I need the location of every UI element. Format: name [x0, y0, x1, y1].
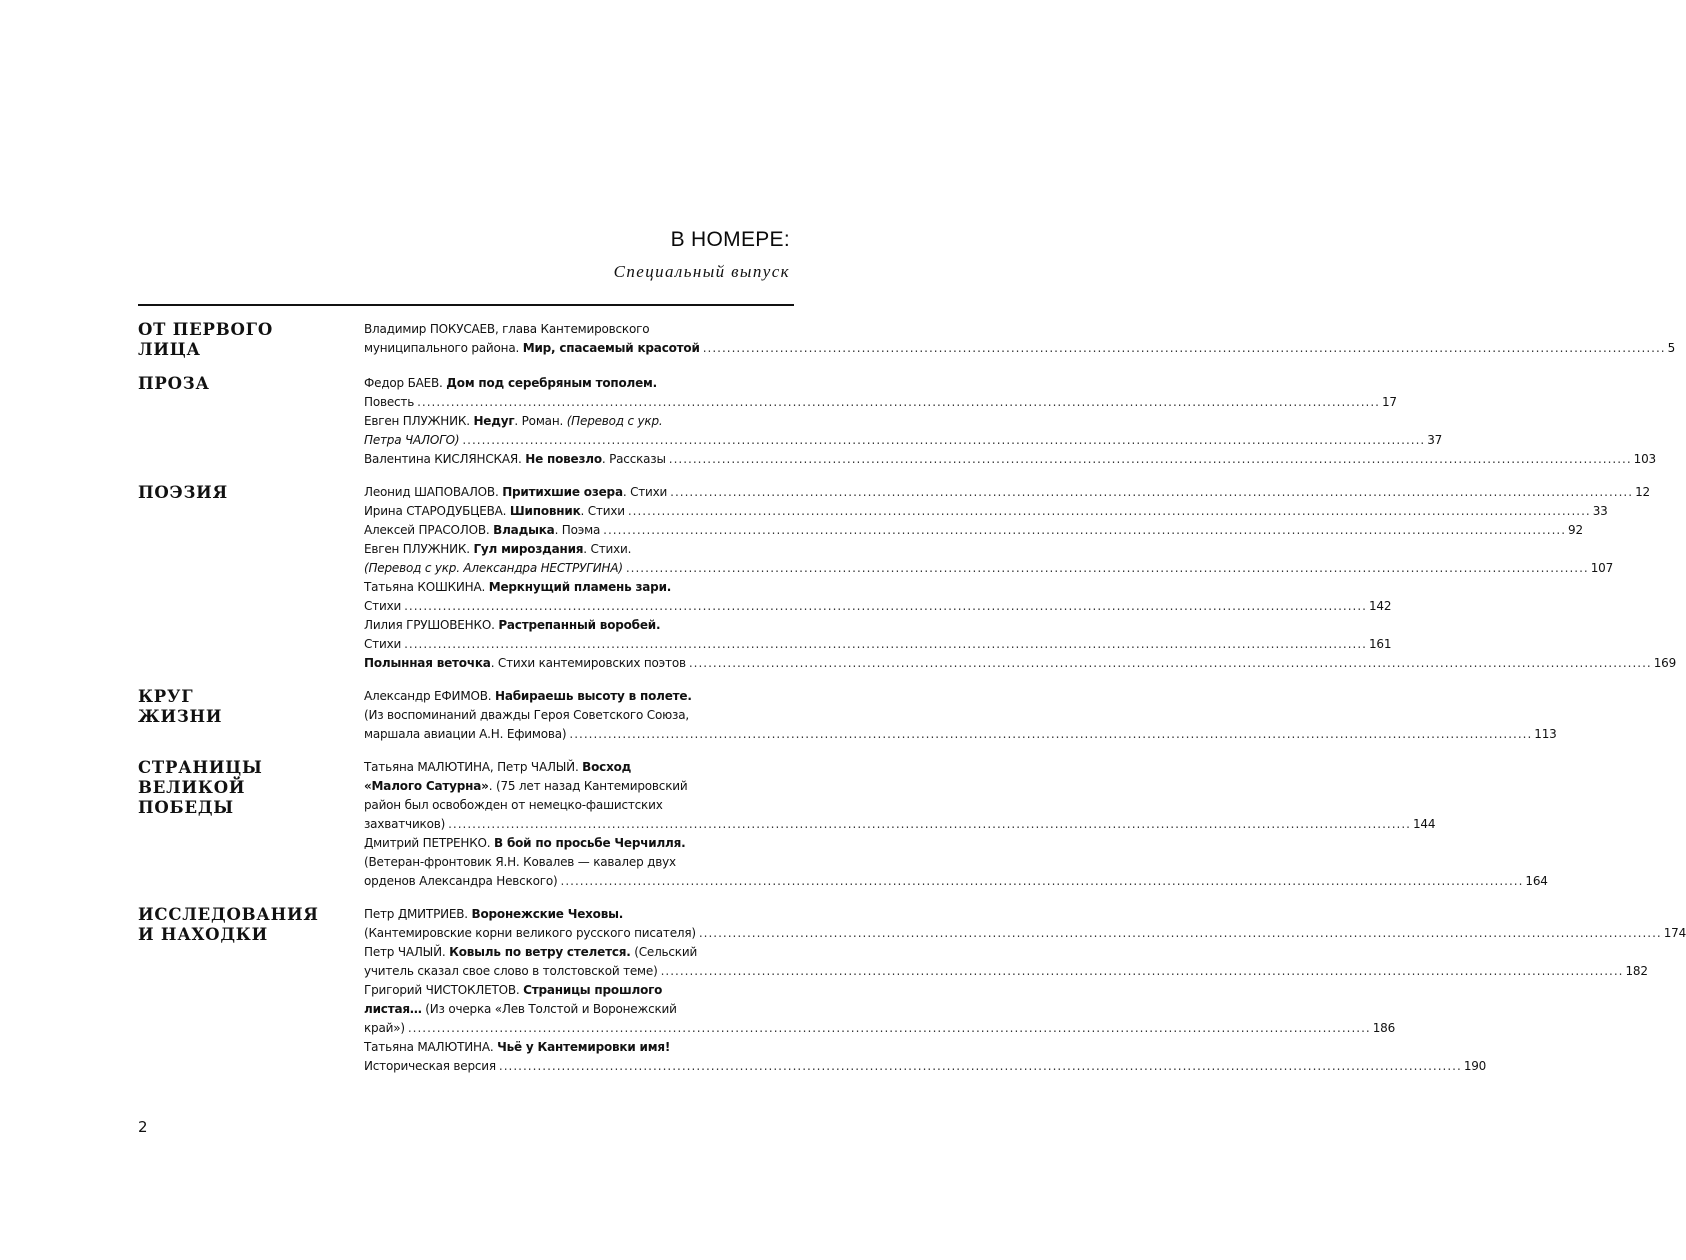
entry-line: [364, 616, 768, 635]
entry-text-segment: Не повезло: [525, 452, 602, 466]
entry-last-line: [364, 924, 1686, 943]
entry-text-segment: Восход: [582, 760, 632, 774]
entry-line: [364, 796, 768, 815]
entry-last-line: [364, 725, 1557, 744]
dot-leader: ........................................................................................................................................................................................................: [627, 504, 1591, 518]
entry-page-number: 92: [1568, 523, 1583, 537]
toc-entry: [364, 502, 1608, 521]
entry-lead-text: [364, 872, 558, 891]
section-title-line: ИССЛЕДОВАНИЯ: [138, 905, 319, 924]
entry-line: [364, 943, 768, 962]
section-title-line: ОТ ПЕРВОГО: [138, 320, 274, 339]
entry-text-segment: (Из воспоминаний дважды Героя Советского Союза,: [364, 708, 689, 722]
section-title: [138, 374, 364, 469]
entry-page-number: 5: [1667, 341, 1676, 355]
entry-text-segment: . Роман.: [514, 414, 567, 428]
dot-leader: ........................................................................................................................................................................................................: [702, 341, 1666, 355]
contents-section: [138, 320, 1676, 360]
entry-line: [364, 905, 768, 924]
dot-leader: ........................................................................................................................................................................................................: [417, 395, 1380, 409]
entry-text-segment: Татьяна МАЛЮТИНА.: [364, 1040, 498, 1054]
entry-text-segment: Воронежские Чеховы.: [471, 907, 624, 921]
toc-entry: [364, 834, 1548, 891]
entry-text-segment: Ирина СТАРОДУБЦЕВА.: [364, 504, 510, 518]
entry-last-line: [364, 654, 1677, 673]
entry-last-line: [364, 872, 1548, 891]
toc-entry: [364, 1038, 1487, 1076]
entry-page-number: 103: [1633, 452, 1656, 466]
toc-entry: [364, 578, 1392, 616]
entry-text-segment: край»): [364, 1021, 405, 1035]
entry-text-segment: Леонид ШАПОВАЛОВ.: [364, 485, 503, 499]
toc-entry: [364, 540, 1614, 578]
entry-lead-text: [364, 725, 566, 744]
contents-section: [138, 905, 1686, 1076]
entry-text-segment: Петра ЧАЛОГО): [364, 433, 460, 447]
toc-entry: [364, 654, 1677, 673]
entry-text-segment: Дмитрий ПЕТРЕНКО.: [364, 836, 495, 850]
entry-text-segment: (Сельский: [630, 945, 698, 959]
entry-text-segment: Ковыль по ветру стелется.: [449, 945, 631, 959]
entry-text-segment: Владыка: [493, 523, 555, 537]
entry-lead-text: [364, 1019, 405, 1038]
entry-text-segment: учитель сказал свое слово в толстовской теме): [364, 964, 658, 978]
contents-section: [138, 758, 1548, 891]
page-title: В НОМЕРЕ:: [670, 228, 790, 251]
contents-header: [0, 228, 790, 282]
entry-text-segment: Евген ПЛУЖНИК.: [364, 414, 474, 428]
entry-page-number: 113: [1534, 727, 1557, 741]
entry-last-line: [364, 431, 1443, 450]
entry-text-segment: Евген ПЛУЖНИК.: [364, 542, 474, 556]
entry-last-line: [364, 483, 1650, 502]
entry-text-segment: Шиповник: [509, 504, 581, 518]
entry-text-segment: . Рассказы: [601, 452, 666, 466]
entry-last-line: [364, 502, 1608, 521]
entry-text-segment: Александр ЕФИМОВ.: [364, 689, 495, 703]
entry-text-segment: (Перевод с укр.: [566, 414, 663, 428]
entry-text-segment: Валентина КИСЛЯНСКАЯ.: [364, 452, 526, 466]
entry-page-number: 182: [1625, 964, 1648, 978]
toc-entry: [364, 374, 1397, 412]
section-title: [138, 687, 364, 744]
toc-entry: [364, 521, 1583, 540]
entry-text-segment: маршала авиации А.Н. Ефимова): [364, 727, 567, 741]
entry-lead-text: [364, 483, 667, 502]
dot-leader: ........................................................................................................................................................................................................: [560, 874, 1524, 888]
entry-line: [364, 706, 768, 725]
entry-lead-text: [364, 450, 666, 469]
dot-leader: ........................................................................................................................................................................................................: [603, 523, 1567, 537]
entry-text-segment: Стихи: [364, 599, 402, 613]
entry-lead-text: [364, 431, 459, 450]
entry-page-number: 161: [1368, 637, 1392, 651]
entry-last-line: [364, 962, 1648, 981]
contents-section: [138, 374, 1656, 469]
entry-text-segment: . Стихи: [580, 504, 625, 518]
entry-line: [364, 412, 768, 431]
entry-text-segment: Притихшие озера: [502, 485, 623, 499]
dot-leader: ........................................................................................................................................................................................................: [670, 485, 1634, 499]
section-title-line: КРУГ: [138, 687, 194, 706]
entry-text-segment: район был освобожден от немецко-фашистских: [364, 798, 663, 812]
entry-text-segment: Историческая версия: [364, 1059, 496, 1073]
toc-entry: [364, 320, 1676, 358]
entry-text-segment: (Кантемировские корни великого русского писателя): [364, 926, 696, 940]
entry-page-number: 144: [1412, 817, 1436, 831]
entry-text-segment: Гул мироздания: [473, 542, 584, 556]
entry-page-number: 164: [1525, 874, 1548, 888]
entry-line: [364, 374, 768, 393]
entry-lead-text: [364, 597, 401, 616]
entry-line: [364, 758, 768, 777]
section-title-line: ВЕЛИКОЙ: [138, 778, 246, 797]
entry-line: [364, 1038, 768, 1057]
entry-line: [364, 834, 768, 853]
entry-last-line: [364, 521, 1583, 540]
entry-text-segment: Федор БАЕВ.: [364, 376, 447, 390]
entry-line: [364, 853, 768, 872]
toc-entry: [364, 687, 1557, 744]
entry-text-segment: . Стихи кантемировских поэтов: [490, 656, 686, 670]
dot-leader: ........................................................................................................................................................................................................: [688, 656, 1652, 670]
entry-text-segment: Владимир ПОКУСАЕВ, глава Кантемировского: [364, 322, 650, 336]
entry-line: [364, 540, 768, 559]
entry-lead-text: [364, 521, 600, 540]
section-title-line: ЛИЦА: [138, 340, 201, 359]
toc-entry: [364, 450, 1656, 469]
entry-text-segment: Дом под серебряным тополем.: [446, 376, 658, 390]
entry-text-segment: Недуг: [473, 414, 515, 428]
dot-leader: ........................................................................................................................................................................................................: [404, 599, 1367, 613]
entry-page-number: 33: [1592, 504, 1608, 518]
entry-text-segment: Мир, спасаемый красотой: [522, 341, 700, 355]
entry-text-segment: Петр ДМИТРИЕВ.: [364, 907, 472, 921]
entry-text-segment: . Стихи: [622, 485, 668, 499]
entry-page-number: 174: [1663, 926, 1686, 940]
entry-lead-text: [364, 962, 658, 981]
entry-text-segment: Татьяна МАЛЮТИНА, Петр ЧАЛЫЙ.: [364, 760, 583, 774]
toc-entry: [364, 943, 1648, 981]
dot-leader: ........................................................................................................................................................................................................: [404, 637, 1367, 651]
entry-last-line: [364, 1057, 1487, 1076]
section-title-line: ПРОЗА: [138, 374, 210, 393]
entry-text-segment: Алексей ПРАСОЛОВ.: [364, 523, 494, 537]
entry-last-line: [364, 450, 1656, 469]
entry-line: [364, 981, 768, 1000]
header-rule: [138, 304, 794, 306]
entry-page-number: 190: [1463, 1059, 1487, 1073]
entry-page-number: 37: [1427, 433, 1443, 447]
section-entries: [364, 320, 1676, 360]
entry-page-number: 17: [1381, 395, 1397, 409]
entry-page-number: 186: [1372, 1021, 1396, 1035]
dot-leader: ........................................................................................................................................................................................................: [698, 926, 1662, 940]
section-title: [138, 483, 364, 673]
entry-line: [364, 777, 768, 796]
entry-last-line: [364, 559, 1614, 578]
entry-page-number: 12: [1635, 485, 1650, 499]
entry-text-segment: орденов Александра Невского): [364, 874, 558, 888]
toc-entry: [364, 905, 1686, 943]
entry-lead-text: [364, 502, 625, 521]
toc-entry: [364, 616, 1392, 654]
entry-text-segment: Лилия ГРУШОВЕНКО.: [364, 618, 499, 632]
entry-text-segment: Набираешь высоту в полете.: [494, 689, 692, 703]
entry-last-line: [364, 339, 1676, 358]
section-entries: [364, 758, 1548, 891]
entry-lead-text: [364, 393, 414, 412]
toc-entry: [364, 483, 1650, 502]
entry-text-segment: Полынная веточка: [364, 656, 491, 670]
entry-text-segment: Татьяна КОШКИНА.: [364, 580, 489, 594]
entry-last-line: [364, 635, 1392, 654]
entry-last-line: [364, 597, 1392, 616]
section-title-line: ЖИЗНИ: [138, 707, 223, 726]
entry-text-segment: Повесть: [364, 395, 415, 409]
entry-text-segment: (Из очерка «Лев Толстой и Воронежский: [421, 1002, 677, 1016]
entry-text-segment: . Стихи.: [583, 542, 632, 556]
entry-text-segment: Страницы прошлого: [523, 983, 663, 997]
entry-line: [364, 1000, 768, 1019]
dot-leader: ........................................................................................................................................................................................................: [448, 817, 1411, 831]
entry-lead-text: [364, 815, 445, 834]
entry-page-number: 107: [1590, 561, 1614, 575]
entry-text-segment: «Малого Сатурна»: [364, 779, 489, 793]
dot-leader: ........................................................................................................................................................................................................: [668, 452, 1632, 466]
dot-leader: ........................................................................................................................................................................................................: [498, 1059, 1462, 1073]
section-entries: [364, 905, 1686, 1076]
section-title-line: СТРАНИЦЫ: [138, 758, 263, 777]
dot-leader: ........................................................................................................................................................................................................: [625, 561, 1589, 575]
entry-last-line: [364, 393, 1397, 412]
section-title-line: ПОБЕДЫ: [138, 798, 234, 817]
entry-text-segment: Меркнущий пламень зари.: [488, 580, 672, 594]
issue-subtitle: Специальный выпуск: [613, 262, 790, 281]
section-title: [138, 320, 364, 360]
contents-section: [138, 687, 1557, 744]
entry-text-segment: Петр ЧАЛЫЙ.: [364, 945, 450, 959]
entry-text-segment: Растрепанный воробей.: [498, 618, 661, 632]
entry-last-line: [364, 1019, 1396, 1038]
entry-line: [364, 687, 768, 706]
dot-leader: ........................................................................................................................................................................................................: [407, 1021, 1371, 1035]
entry-text-segment: захватчиков): [364, 817, 446, 831]
entry-text-segment: Григорий ЧИСТОКЛЕТОВ.: [364, 983, 524, 997]
contents-section: [138, 483, 1677, 673]
section-title-line: ПОЭЗИЯ: [138, 483, 228, 502]
entry-page-number: 142: [1368, 599, 1392, 613]
section-title: [138, 758, 364, 891]
entry-lead-text: [364, 635, 401, 654]
entry-line: [364, 320, 768, 339]
dot-leader: ........................................................................................................................................................................................................: [462, 433, 1426, 447]
section-entries: [364, 687, 1557, 744]
entry-lead-text: [364, 339, 700, 358]
entry-text-segment: муниципального района.: [364, 341, 523, 355]
entry-lead-text: [364, 654, 686, 673]
entry-text-segment: Стихи: [364, 637, 402, 651]
entry-text-segment: В бой по просьбе Черчилля.: [494, 836, 686, 850]
section-entries: [364, 374, 1656, 469]
section-title: [138, 905, 364, 1076]
entry-text-segment: Чьё у Кантемировки имя!: [497, 1040, 671, 1054]
entry-text-segment: . (75 лет назад Кантемировский: [488, 779, 688, 793]
entry-lead-text: [364, 559, 623, 578]
toc-entry: [364, 758, 1436, 834]
entry-text-segment: . Поэма: [554, 523, 601, 537]
toc-entry: [364, 981, 1396, 1038]
entry-text-segment: (Ветеран-фронтовик Я.Н. Ковалев — кавалер двух: [364, 855, 676, 869]
section-entries: [364, 483, 1677, 673]
toc-entry: [364, 412, 1443, 450]
entry-line: [364, 578, 768, 597]
entry-page-number: 169: [1653, 656, 1677, 670]
dot-leader: ........................................................................................................................................................................................................: [569, 727, 1533, 741]
entry-text-segment: (Перевод с укр. Александра НЕСТРУГИНА): [364, 561, 623, 575]
entry-text-segment: листая…: [364, 1002, 422, 1016]
entry-lead-text: [364, 924, 696, 943]
entry-last-line: [364, 815, 1436, 834]
page-number: 2: [138, 1118, 148, 1136]
section-title-line: И НАХОДКИ: [138, 925, 269, 944]
dot-leader: ........................................................................................................................................................................................................: [660, 964, 1624, 978]
contents-sections: [138, 320, 1686, 1076]
entry-lead-text: [364, 1057, 496, 1076]
